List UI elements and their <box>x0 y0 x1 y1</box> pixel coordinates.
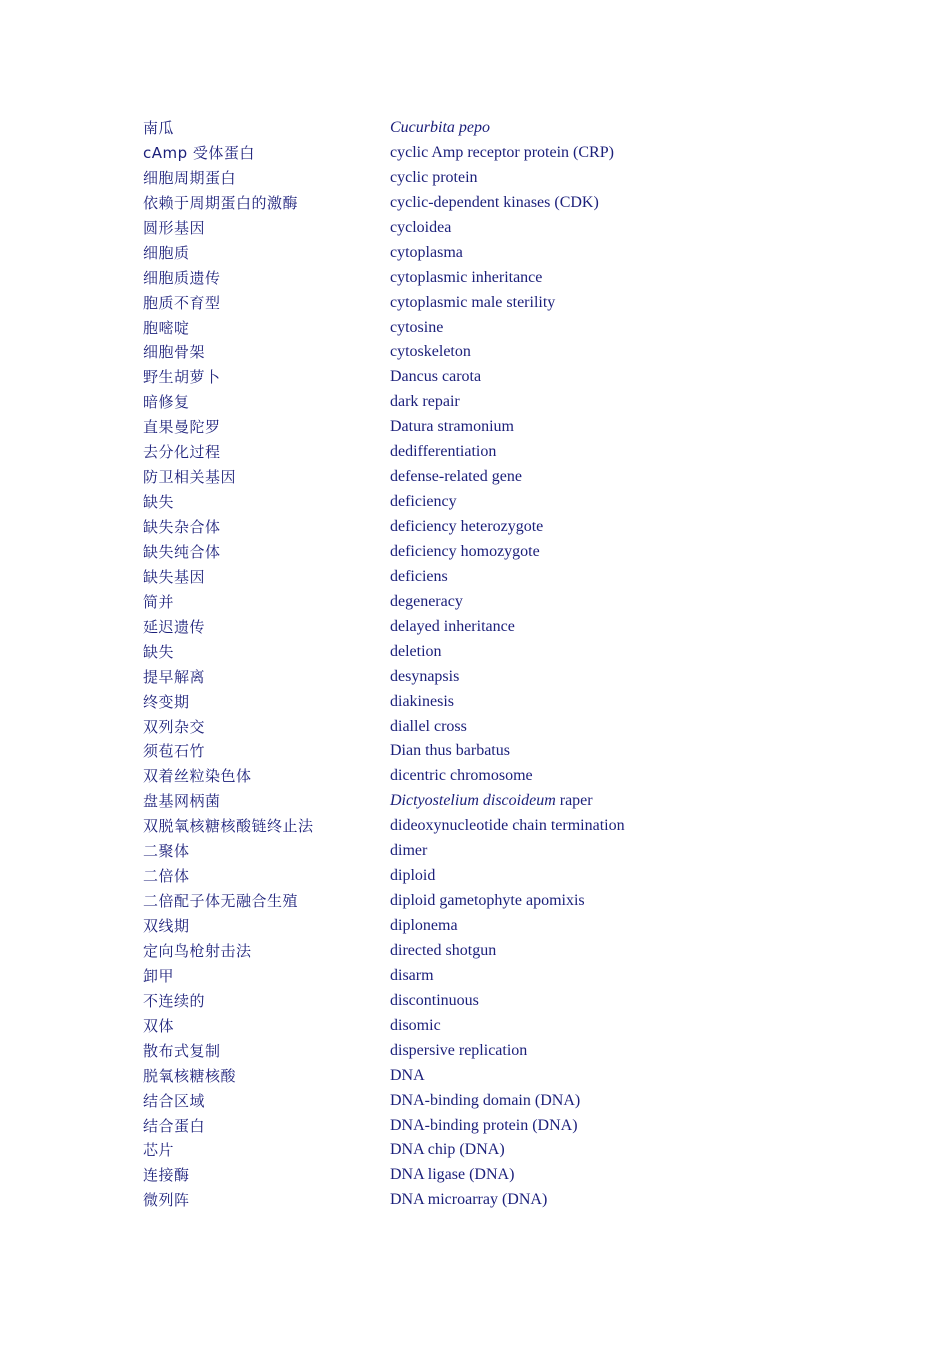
glossary-row <box>143 540 763 565</box>
glossary-row <box>143 814 763 839</box>
english-text: dispersive replication <box>390 1041 528 1059</box>
english-text: desynapsis <box>390 667 460 685</box>
glossary-row <box>143 216 763 241</box>
chinese-term: 二倍配子体无融合生殖 <box>143 892 299 911</box>
english-term <box>390 1188 763 1213</box>
glossary-row <box>143 665 763 690</box>
english-text: diallel cross <box>390 717 467 735</box>
english-term <box>390 1039 763 1064</box>
english-text: degeneracy <box>390 592 463 610</box>
english-text: delayed inheritance <box>390 617 515 635</box>
glossary-row <box>143 515 763 540</box>
english-term <box>390 914 763 939</box>
chinese-term: 定向鸟枪射击法 <box>143 941 252 960</box>
chinese-term: 胞质不育型 <box>143 293 221 312</box>
english-term <box>390 989 763 1014</box>
english-text: dicentric chromosome <box>390 767 533 785</box>
english-text: Dancus carota <box>390 368 482 386</box>
english-text: Datura stramonium <box>390 418 514 436</box>
english-term <box>390 1114 763 1139</box>
chinese-term: 终变期 <box>143 692 190 711</box>
glossary-row <box>143 789 763 814</box>
glossary-row <box>143 590 763 615</box>
english-term <box>390 814 763 839</box>
chinese-term: 细胞骨架 <box>143 343 206 362</box>
chinese-term: 结合蛋白 <box>143 1116 206 1135</box>
english-term <box>390 789 763 814</box>
english-text: deficiency homozygote <box>390 542 540 560</box>
glossary-row <box>143 116 763 141</box>
english-text: cytoplasmic male sterility <box>390 293 556 311</box>
english-term <box>390 266 763 291</box>
english-term <box>390 1089 763 1114</box>
english-term <box>390 116 763 141</box>
english-term <box>390 1138 763 1163</box>
english-text: directed shotgun <box>390 941 497 959</box>
english-text: diakinesis <box>390 692 454 710</box>
english-text: cytoskeleton <box>390 343 471 361</box>
english-text: dark repair <box>390 393 460 411</box>
glossary-row <box>143 1039 763 1064</box>
english-term <box>390 1163 763 1188</box>
chinese-term: 须苞石竹 <box>143 742 206 761</box>
english-term <box>390 764 763 789</box>
english-term <box>390 440 763 465</box>
english-text: cyclic protein <box>390 168 478 186</box>
scientific-name: Cucurbita pepo <box>390 119 490 136</box>
english-text: diploid gametophyte apomixis <box>390 892 585 910</box>
chinese-term: 脱氧核糖核酸 <box>143 1066 237 1085</box>
chinese-term: 双脱氧核糖核酸链终止法 <box>143 817 314 836</box>
chinese-term: 连接酶 <box>143 1166 190 1185</box>
english-text: raper <box>555 792 593 810</box>
chinese-term: 延迟遗传 <box>143 617 206 636</box>
glossary-row <box>143 565 763 590</box>
english-text: Dian thus barbatus <box>390 742 510 760</box>
english-term <box>390 640 763 665</box>
glossary-row <box>143 764 763 789</box>
english-term <box>390 715 763 740</box>
english-text: diplonema <box>390 917 458 934</box>
chinese-term: 缺失纯合体 <box>143 542 221 561</box>
glossary-row <box>143 939 763 964</box>
english-text: DNA microarray (DNA) <box>390 1191 548 1209</box>
english-term <box>390 340 763 365</box>
chinese-term: 缺失杂合体 <box>143 518 221 536</box>
glossary-row <box>143 440 763 465</box>
chinese-term: 圆形基因 <box>143 218 206 237</box>
glossary-row <box>143 415 763 440</box>
glossary-row <box>143 889 763 914</box>
english-term <box>390 141 763 166</box>
glossary-row <box>143 989 763 1014</box>
english-text: deficiency <box>390 493 457 511</box>
chinese-term: 细胞质 <box>143 243 190 262</box>
english-text: diploid <box>390 867 436 885</box>
chinese-term: 双线期 <box>143 917 190 935</box>
english-term <box>390 1064 763 1089</box>
english-text: DNA ligase (DNA) <box>390 1166 515 1184</box>
english-text: dimer <box>390 842 428 860</box>
chinese-term: 双着丝粒染色体 <box>143 767 252 786</box>
english-text: cyclic Amp receptor protein (CRP) <box>390 143 614 161</box>
english-text: DNA chip (DNA) <box>390 1141 505 1159</box>
chinese-term: 细胞质遗传 <box>143 268 221 287</box>
chinese-term: 微列阵 <box>143 1191 190 1210</box>
chinese-term: 结合区域 <box>143 1091 206 1110</box>
chinese-term: 盘基网柄菌 <box>143 792 221 811</box>
chinese-term: 二聚体 <box>143 842 190 861</box>
chinese-term: 简并 <box>143 592 175 611</box>
english-text: deficiency heterozygote <box>390 518 544 535</box>
scientific-name: Dictyostelium discoideum <box>390 792 556 810</box>
english-text: DNA <box>390 1066 425 1084</box>
english-term <box>390 316 763 341</box>
english-term <box>390 839 763 864</box>
glossary-row <box>143 739 763 764</box>
chinese-term: 胞嘧啶 <box>143 318 190 337</box>
chinese-term: 缺失 <box>143 493 175 512</box>
english-term <box>390 939 763 964</box>
glossary-row <box>143 166 763 191</box>
chinese-term: 野生胡萝卜 <box>143 368 221 387</box>
english-term <box>390 665 763 690</box>
english-text: DNA-binding domain (DNA) <box>390 1091 581 1109</box>
chinese-term: 依赖于周期蛋白的激酶 <box>143 193 299 212</box>
glossary-row <box>143 839 763 864</box>
english-term <box>390 615 763 640</box>
glossary-row <box>143 690 763 715</box>
english-term <box>390 1014 763 1039</box>
english-text: cyclic-dependent kinases (CDK) <box>390 193 599 211</box>
chinese-term: 芯片 <box>143 1141 175 1160</box>
english-term <box>390 540 763 565</box>
glossary-row <box>143 1188 763 1213</box>
english-term <box>390 864 763 889</box>
chinese-term: 直果曼陀罗 <box>143 418 221 437</box>
english-term <box>390 490 763 515</box>
glossary-row <box>143 390 763 415</box>
english-text: deficiens <box>390 567 448 585</box>
english-term <box>390 889 763 914</box>
english-term <box>390 365 763 390</box>
chinese-term: cAmp 受体蛋白 <box>143 143 255 162</box>
glossary-row <box>143 640 763 665</box>
english-text: defense-related gene <box>390 468 522 486</box>
english-term <box>390 690 763 715</box>
chinese-term: 二倍体 <box>143 867 190 886</box>
english-term <box>390 565 763 590</box>
english-term <box>390 191 763 216</box>
english-term <box>390 166 763 191</box>
glossary-row <box>143 316 763 341</box>
english-term <box>390 390 763 415</box>
chinese-term: 缺失基因 <box>143 567 206 586</box>
glossary-row <box>143 1014 763 1039</box>
english-text: dideoxynucleotide chain termination <box>390 817 625 835</box>
glossary-row <box>143 1089 763 1114</box>
chinese-term: 暗修复 <box>143 393 190 412</box>
glossary-row <box>143 1114 763 1139</box>
english-text: cytoplasma <box>390 243 463 261</box>
english-text: deletion <box>390 642 442 660</box>
chinese-term: 双列杂交 <box>143 717 206 736</box>
english-text: cytoplasmic inheritance <box>390 268 543 286</box>
glossary-row <box>143 241 763 266</box>
glossary-row <box>143 615 763 640</box>
chinese-term: 南瓜 <box>143 119 175 137</box>
glossary-row <box>143 191 763 216</box>
english-term <box>390 415 763 440</box>
english-term <box>390 590 763 615</box>
english-text: discontinuous <box>390 991 479 1009</box>
chinese-term: 卸甲 <box>143 966 175 985</box>
glossary-row <box>143 864 763 889</box>
glossary-row <box>143 964 763 989</box>
chinese-term: 不连续的 <box>143 991 206 1010</box>
chinese-term: 缺失 <box>143 642 175 661</box>
glossary-row <box>143 465 763 490</box>
english-term <box>390 465 763 490</box>
glossary-row <box>143 1138 763 1163</box>
english-term <box>390 964 763 989</box>
chinese-term: 去分化过程 <box>143 443 221 462</box>
glossary-row <box>143 266 763 291</box>
english-text: disomic <box>390 1016 441 1034</box>
english-term <box>390 216 763 241</box>
glossary-row <box>143 490 763 515</box>
glossary-row <box>143 141 763 166</box>
english-term <box>390 291 763 316</box>
english-term <box>390 515 763 540</box>
chinese-term: 细胞周期蛋白 <box>143 168 237 187</box>
glossary-row <box>143 914 763 939</box>
english-text: cytosine <box>390 318 444 336</box>
glossary-list <box>143 116 763 1213</box>
glossary-row <box>143 1064 763 1089</box>
english-text: dedifferentiation <box>390 443 497 461</box>
chinese-term: 散布式复制 <box>143 1041 221 1060</box>
english-text: DNA-binding protein (DNA) <box>390 1116 578 1134</box>
chinese-term: 双体 <box>143 1016 175 1035</box>
glossary-row <box>143 715 763 740</box>
glossary-row <box>143 1163 763 1188</box>
glossary-row <box>143 365 763 390</box>
glossary-row <box>143 340 763 365</box>
english-term <box>390 241 763 266</box>
glossary-row <box>143 291 763 316</box>
chinese-term: 防卫相关基因 <box>143 468 237 487</box>
chinese-term: 提早解离 <box>143 667 206 686</box>
english-term <box>390 739 763 764</box>
english-text: disarm <box>390 966 434 984</box>
english-text: cycloidea <box>390 218 452 236</box>
